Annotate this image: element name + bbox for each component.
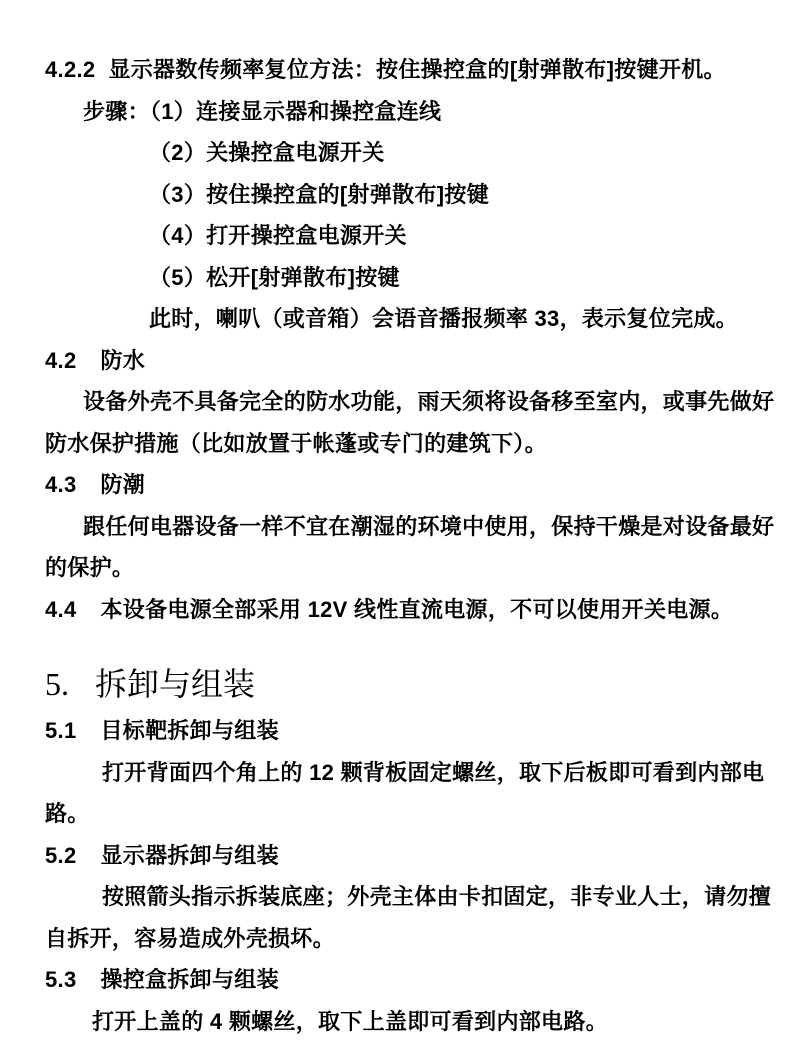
- chapter-5-heading: [45, 658, 750, 710]
- section-number: 4.2: [45, 347, 77, 373]
- paragraph-line: 跟任何电器设备一样不宜在潮湿的环境中使用，保持干燥是对设备最好: [83, 513, 775, 539]
- paragraph-line: 路。: [45, 801, 90, 826]
- section-title: 目标靶拆卸与组装: [100, 718, 279, 743]
- section-4-2-heading: [45, 340, 750, 382]
- paragraph-line: 打开背面四个角上的 12 颗背板固定螺丝，取下后板即可看到内部电: [102, 759, 765, 785]
- section-number: 4.4: [45, 596, 77, 622]
- section-number: 5.2: [45, 842, 77, 868]
- paragraph-line: 按照箭头指示拆装底座；外壳主体由卡扣固定，非专业人士，请勿擅: [102, 884, 772, 909]
- section-4-3-heading: [45, 464, 750, 506]
- section-number: 4.3: [45, 472, 77, 497]
- section-title: 操控盒拆卸与组装: [100, 967, 279, 992]
- section-5-3-heading: [45, 959, 750, 1001]
- step-item-1: （1）连接显示器和操控盒连线: [149, 98, 442, 124]
- section-title: 防潮: [100, 472, 146, 497]
- chapter-title: 拆卸与组装: [95, 666, 256, 702]
- step-item-3: （3）按住操控盒的[射弹散布]按键: [149, 181, 489, 207]
- step-item-4: （4）打开操控盒电源开关: [149, 223, 407, 248]
- steps-intro-line: [83, 91, 750, 133]
- section-number: 5.1: [45, 718, 77, 743]
- steps-label: 步骤：: [83, 98, 150, 124]
- section-number: 4.2.2: [45, 57, 96, 82]
- step-item-5: （5）松开[射弹散布]按键: [149, 264, 400, 290]
- paragraph-line: 自拆开，容易造成外壳损坏。: [45, 925, 335, 951]
- section-4-4-heading: [45, 589, 750, 631]
- section-4-2-2-heading: [45, 49, 750, 91]
- steps-result-line: 此时，喇叭（或音箱）会语音播报频率 33，表示复位完成。: [149, 306, 738, 331]
- section-title: 防水: [100, 347, 146, 373]
- paragraph-line: 打开上盖的 4 颗螺丝，取下上盖即可看到内部电路。: [92, 1008, 608, 1034]
- section-title: 显示器数传频率复位方法：按住操控盒的[射弹散布]按键开机。: [108, 57, 726, 82]
- section-number: 5.3: [45, 967, 77, 992]
- section-title: 显示器拆卸与组装: [100, 842, 279, 868]
- section-title: 本设备电源全部采用 12V 线性直流电源，不可以使用开关电源。: [100, 596, 734, 622]
- section-5-1-heading: [45, 710, 750, 752]
- step-item-2: （2）关操控盒电源开关: [149, 140, 385, 165]
- section-5-2-heading: [45, 835, 750, 877]
- paragraph-line: 的保护。: [45, 555, 135, 580]
- paragraph-line: 设备外壳不具备完全的防水功能，雨天须将设备移至室内，或事先做好: [83, 389, 775, 414]
- paragraph-line: 防水保护措施（比如放置于帐蓬或专门的建筑下）。: [45, 430, 547, 456]
- chapter-number: 5.: [45, 666, 69, 702]
